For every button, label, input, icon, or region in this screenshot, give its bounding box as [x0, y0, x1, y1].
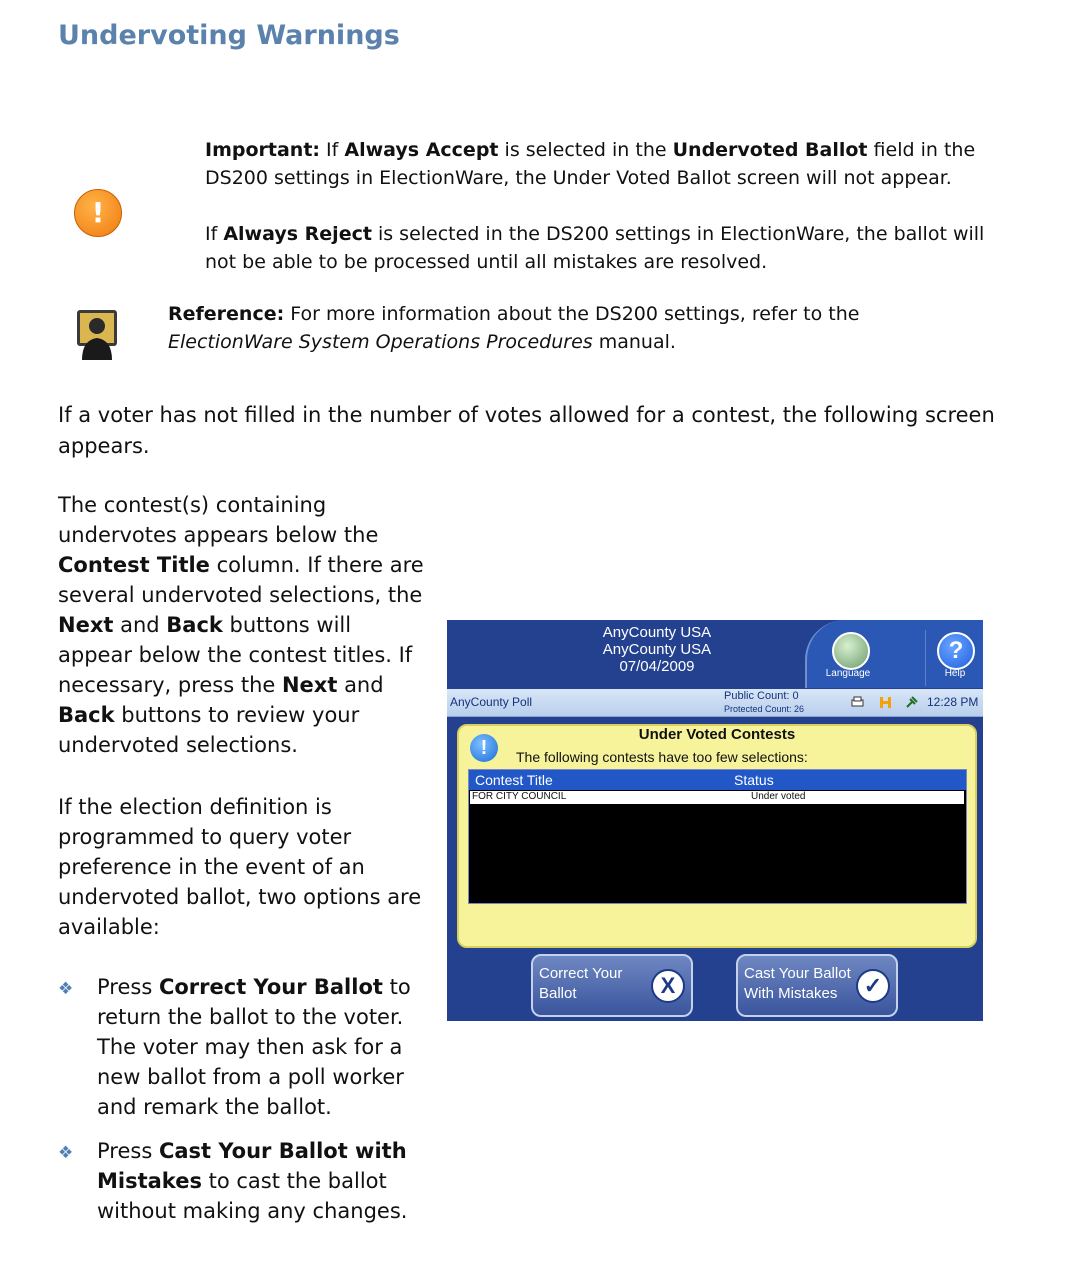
important-p1-run: If	[320, 139, 345, 161]
table-header	[469, 770, 966, 790]
printer-icon	[851, 696, 864, 709]
table-row[interactable]	[470, 791, 964, 804]
poll-name: AnyCounty Poll	[450, 695, 533, 709]
important-p1-run: is selected in the	[498, 139, 673, 161]
para2-run: Next	[281, 673, 338, 697]
clock-time: 12:28 PM	[927, 695, 979, 709]
under-voted-panel	[457, 724, 977, 948]
important-p2-run: Always Reject	[223, 223, 372, 245]
para2-run: Back	[58, 703, 115, 727]
query-preference-paragraph: If the election definition is programmed to query voter preference in the event of an undervoted ballot, two options are available:	[58, 795, 422, 939]
x-icon: X	[651, 969, 685, 1003]
panel-title: Under Voted Contests	[638, 726, 796, 743]
panel-message: The following contests have too few selections:	[516, 749, 808, 765]
cast-button-label: Cast Your Ballot With Mistakes	[744, 965, 851, 1002]
diamond-bullet-icon: ❖	[58, 1143, 74, 1163]
bullet0-run: to return the ballot to the voter. The voter may then ask for a new ballot from a poll worker and remark the ballot.	[97, 975, 411, 1119]
bullet-correct-ballot-text	[97, 972, 417, 1122]
cast-ballot-with-mistakes-button[interactable]	[736, 954, 898, 1017]
para2-run: Back	[166, 613, 223, 637]
help-label[interactable]: Help	[944, 668, 966, 679]
important-note-p2	[205, 220, 995, 276]
reference-run: Reference:	[168, 303, 285, 325]
para2-run: and	[113, 613, 167, 637]
bullet1-run: Cast Your Ballot with Mistakes	[97, 1139, 407, 1193]
page-title: Undervoting Warnings	[58, 20, 400, 51]
bullet0-run: Press	[97, 975, 159, 999]
public-count: Public Count: 0	[724, 690, 799, 702]
warning-icon	[74, 189, 122, 237]
important-p1-run: Always Accept	[344, 139, 499, 161]
help-icon[interactable]: ?	[937, 632, 975, 670]
correct-your-ballot-button[interactable]	[531, 954, 693, 1017]
para2-run: The contest(s) containing undervotes appears below the	[58, 493, 379, 547]
tab-divider	[925, 630, 926, 686]
important-p1-run: Undervoted Ballot	[672, 139, 868, 161]
bullet1-run: Press	[97, 1139, 159, 1163]
reference-note	[168, 300, 928, 356]
bullet0-run: Correct Your Ballot	[158, 975, 383, 999]
bullet-cast-ballot-text	[97, 1136, 417, 1226]
column-header-status: Status	[734, 772, 774, 788]
para2-run: buttons will appear below the contest titles. If necessary, press the	[58, 613, 413, 697]
checkmark-icon: ✓	[856, 969, 890, 1003]
warning-glyph: !	[91, 196, 105, 229]
bullet-correct-ballot	[58, 972, 438, 1122]
header-line2: AnyCounty USA	[602, 641, 712, 658]
para2-run: and	[337, 673, 384, 697]
important-p1-run: Important:	[205, 139, 321, 161]
bullet-cast-ballot	[58, 1136, 438, 1226]
para2-run: buttons to review your undervoted selections.	[58, 703, 360, 757]
para2-run: Next	[58, 613, 114, 637]
bullet1-run: to cast the ballot without making any changes.	[97, 1169, 408, 1223]
important-p2-run: If	[205, 223, 224, 245]
important-p1-run: field in the DS200 settings in ElectionWare, the Under Voted Ballot screen will not appear.	[205, 139, 976, 189]
contest-cell: FOR CITY COUNCIL	[472, 791, 567, 802]
reference-run: ElectionWare System Operations Procedures	[168, 331, 593, 353]
status-cell: Under voted	[751, 791, 806, 802]
reference-run: manual.	[592, 331, 676, 353]
para2-run: Contest Title	[58, 553, 210, 577]
header-line1: AnyCounty USA	[602, 624, 712, 641]
diamond-bullet-icon: ❖	[58, 979, 74, 999]
intro-paragraph: If a voter has not filled in the number of votes allowed for a contest, the following screen appears.	[58, 403, 995, 458]
important-note-p1	[205, 136, 995, 192]
important-p2-run: is selected in the DS200 settings in ElectionWare, the ballot will not be able to be processed until all mistakes are resolved.	[205, 223, 985, 273]
screen-header	[592, 624, 722, 675]
power-plug-icon	[905, 696, 918, 709]
language-icon[interactable]	[832, 632, 870, 670]
para2-run: column. If there are several undervoted selections, the	[58, 553, 424, 607]
language-label[interactable]: Language	[825, 668, 871, 679]
memory-icon	[879, 696, 892, 709]
reference-book-icon	[76, 304, 118, 360]
reference-run: For more information about the DS200 settings, refer to the	[284, 303, 860, 325]
status-bar	[447, 689, 983, 717]
info-icon: !	[470, 734, 498, 762]
header-date: 07/04/2009	[619, 658, 695, 675]
ds200-screen	[447, 620, 983, 1021]
contest-table	[468, 769, 967, 904]
correct-button-label: Correct Your Ballot	[539, 965, 623, 1002]
protected-count: Protected Count: 26	[724, 704, 805, 714]
contest-title-paragraph	[58, 490, 430, 760]
column-header-contest-title: Contest Title	[475, 772, 553, 788]
